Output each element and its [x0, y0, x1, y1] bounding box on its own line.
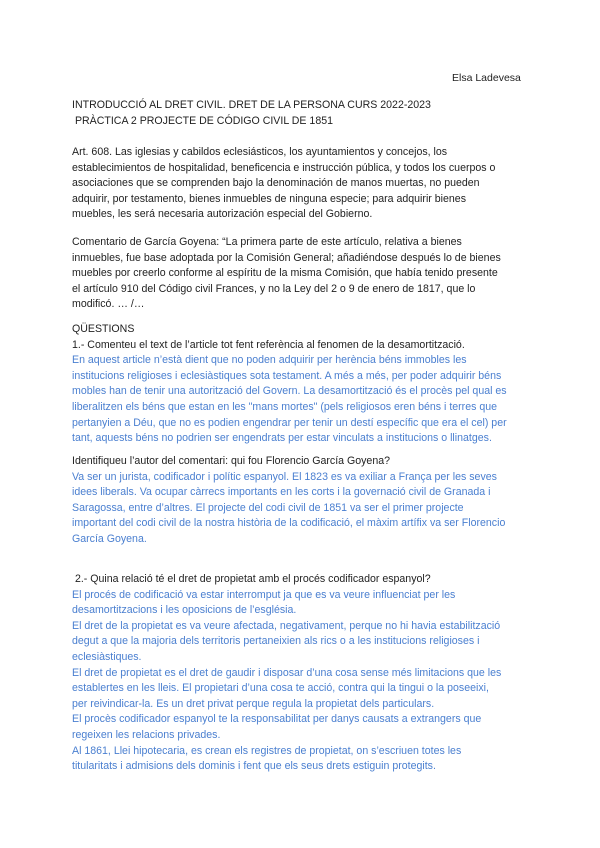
questions-section [72, 322, 528, 447]
article-text [72, 145, 528, 223]
answer-2-line: desamortitzacions i les oposicions de l’església. [72, 604, 297, 617]
comment-text [72, 235, 528, 313]
answer-1b-line: Va ser un jurista, codificador i polític espanyol. El 1823 es va exiliar a França per les seves [72, 470, 497, 483]
answer-2-line: degut a que la majoria dels territoris pertaneixien als rics o a les institucions religioses i [72, 635, 480, 648]
answer-2-line: regeixen les relacions privades. [72, 728, 221, 741]
comment-line: muebles por creerlo conforme al espíritu de la misma Comisión, que había tenido presente [72, 267, 498, 280]
comment-line: el artículo 910 del Código civil Frances, y no la Ley del 2 o 9 de enero de 1817, que lo [72, 282, 476, 295]
question-2: 2.- Quina relació té el dret de propietat amb el procés codificador espanyol? [72, 573, 431, 585]
comment-line: Comentario de García Goyena: “La primera parte de este artículo, relativa a bienes [72, 236, 462, 248]
questions-title: QÜESTIONS [72, 323, 135, 335]
header-line-1: INTRODUCCIÓ AL DRET CIVIL. DRET DE LA PERSONA CURS 2022-2023 [72, 99, 431, 111]
question-1b: Identifiqueu l’autor del comentari: qui fou Florencio García Goyena? [72, 455, 390, 467]
answer-1-line: pertanyien a Déu, que no es podien engendrar per tenir un destí específic que era el cel) per [72, 416, 507, 429]
comment-line: modificó. … /… [72, 298, 145, 311]
article-line: asociaciones que se comprenden bajo la denominación de manos muertas, no pueden [72, 177, 480, 190]
question-1b-section [72, 454, 528, 548]
answer-2-line: eclesiàstiques. [72, 650, 142, 663]
answer-2-line: establertes en les lleis. El propietari d’una cosa te acció, contra qui la tingui o la poseeixi, [72, 682, 489, 695]
answer-1-line: En aquest article n’està dient que no poden adquirir per herència béns immobles les [72, 354, 467, 367]
comment-line: inmuebles, fue base adoptada por la Comisión General; añadiéndose después lo de bienes [72, 251, 501, 264]
question-1: 1.- Comenteu el text de l’article tot fent referència al fenomen de la desamortització. [72, 338, 465, 351]
answer-1-line: tant, aquests béns no podrien ser engendrats per estar vinculats a institucions o llinatges. [72, 432, 492, 445]
author-name: Elsa Ladevesa [452, 72, 521, 84]
answer-2-line: titularitats i admisions dels dominis i fent que els seus drets estiguin protegits. [72, 760, 436, 773]
answer-2-line: El procès codificador espanyol te la responsabilitat per danys causats a extrangers que [72, 713, 482, 726]
answer-1b-line: idees liberals. Va ocupar càrrecs importants en les corts i la governació civil de Granada i [72, 486, 491, 499]
answer-1-line: liberalitzen els béns que estan en les "mans mortes" (pels religiosos eren béns i terres que [72, 400, 498, 413]
answer-1b-line: Saragossa, entre d’altres. El projecte del codi civil de 1851 va ser el primer projecte [72, 501, 464, 514]
question-2-section [72, 572, 528, 775]
answer-1-line: institucions religioses i eclesiàstiques sota testament. A més a més, per poder adquirir béns [72, 369, 502, 382]
article-line: establecimientos de hospitalidad, beneficencia e instrucción pública, y todos los cuerpos o [72, 161, 496, 174]
answer-2-line: El dret de la propietat es va veure afectada, negativament, perque no hi havia estabilització [72, 619, 501, 632]
answer-1-line: mobles han de tenir una autorització del Govern. La desamortització és el procès pel qual es [72, 385, 507, 398]
answer-2-line: El procés de codificació va estar interromput ja que es va veure influenciat per les [72, 588, 456, 601]
answer-1b-line: García Goyena. [72, 532, 147, 545]
document-header [72, 98, 528, 129]
answer-1b-line: important del codi civil de la nostra història de la codificació, el màxim artífix va ser Florencio [72, 517, 506, 530]
answer-2-line: Al 1861, Llei hipotecaria, es crean els registres de propietat, on s’escriuen totes les [72, 744, 462, 757]
answer-2-line: per reivindicar-la. Es un dret privat perque regula la propietat dels particulars. [72, 697, 435, 710]
answer-2-line: El dret de propietat es el dret de gaudir i disposar d’una cosa sense més limitacions que les [72, 666, 502, 679]
article-line: Art. 608. Las iglesias y cabildos eclesiásticos, los ayuntamientos y concejos, los [72, 146, 448, 158]
article-line: muebles, les será necesaria autorización especial del Gobierno. [72, 208, 373, 221]
header-line-2: PRÀCTICA 2 PROJECTE DE CÓDIGO CIVIL DE 1851 [72, 114, 333, 127]
article-line: adquirir, por testamento, bienes inmuebles de ninguna especie; para adquirir bienes [72, 192, 466, 205]
